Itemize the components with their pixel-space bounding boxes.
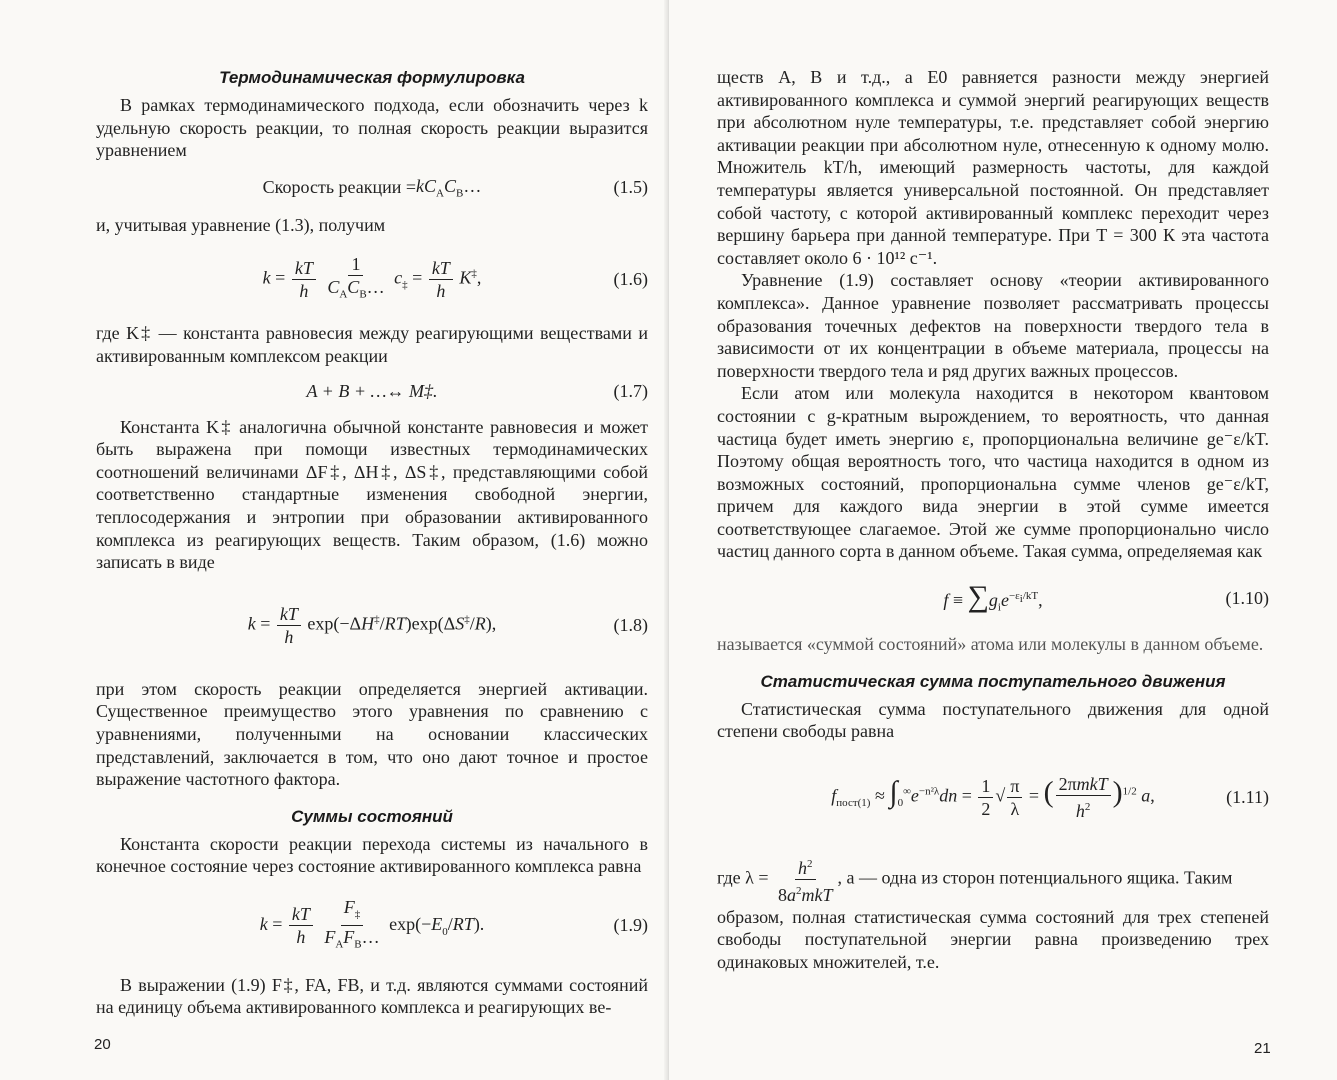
paragraph-r2: Уравнение (1.9) составляет основу «теории активированного комплекса». Данное уравнение позволяет рассматривать процессы образования точечных дефектов на поверхности твердого тела в зависимости от их концентрации в объеме материала, процессы на поверхности твердого тела и ряд других важных процессов.: [717, 270, 1269, 381]
eq-1-6-number: (1.6): [613, 268, 648, 289]
equation-1-11: [717, 743, 1269, 853]
heading-translational-sum: Статистическая сумма поступательного движения: [760, 671, 1226, 691]
paragraph-r6: [717, 853, 1269, 906]
equation-1-8: [96, 574, 648, 678]
eq-1-5-expr: $kC_AC_B\dots$: [416, 175, 482, 200]
eq-1-7-expr: A + B + …↔ M‡.: [306, 381, 438, 402]
paragraph-r3: Если атом или молекула находится в некотором квантовом состоянии с g-кратным вырождением, то вероятность, что данная частица будет иметь энергию ε, пропорциональна величине ge⁻ε/kT. Поэтому общая вероятность того, что частица находится в одном из возможных состояний, пропорциональна сумме членов ge⁻ε/kT, причем для каждого вида энергии в этой сумме имеется соответствующее слагаемое. Этой же сумме пропорционально число частиц данного сорта в данном объеме. Такая сумма, определяемая как: [717, 383, 1269, 562]
eq-1-9-number: (1.9): [613, 915, 648, 936]
eq-1-5-number: (1.5): [613, 177, 648, 198]
page-number-right: 21: [1254, 1040, 1271, 1057]
equation-1-5: [96, 162, 648, 214]
right-page: [669, 0, 1337, 1080]
paragraph-r4: называется «суммой состояний» атома или молекулы в данном объеме.: [717, 634, 1264, 655]
eq-1-9-expr: k = $\frac{kT}{h}$ $\frac{F_\ddagger}{F_AF_B\dots}$ $\exp(-E_0/RT)$.: [259, 896, 485, 951]
left-page: [0, 0, 668, 1080]
lambda-rest: , a — одна из сторон потенциального ящика. Таким: [837, 867, 1233, 888]
eq-1-10-expr: $f \equiv \sum g_ie^{-\varepsilon_i/kT}$,: [943, 580, 1043, 614]
paragraph-1: В рамках термодинамического подхода, если обозначить через k удельную скорость реакции, то полная скорость реакции выразится уравнением: [96, 95, 648, 161]
paragraph-2: и, учитывая уравнение (1.3), получим: [96, 214, 386, 235]
lambda-fraction: $\frac{h^2}{8a^2mkT}$: [775, 853, 836, 906]
eq-1-8-number: (1.8): [613, 615, 648, 636]
paragraph-4: Константа K‡ аналогична обычной константе равновесия и может быть выражена при помощи известных термодинамических соотношений величинами ΔF‡, ΔH‡, ΔS‡, представляющими собой соответственно стандартные изменения свободной энергии, теплосодержания и энтропии при образовании активированного комплекса из реагирующих веществ. Таким образом, (1.6) можно записать в виде: [96, 416, 648, 573]
heading-thermodynamic: Термодинамическая формулировка: [219, 68, 525, 87]
eq-1-11-number: (1.11): [1226, 787, 1269, 808]
eq-1-10-number: (1.10): [1225, 587, 1269, 608]
equation-1-10: [717, 563, 1269, 633]
paragraph-7: В выражении (1.9) F‡, FA, FB, и т.д. являются суммами состояний на единицу объема активированного комплекса и реагирующих ве-: [96, 974, 648, 1018]
paragraph-3: где K‡ — константа равновесия между реагирующими веществами и активированным комплексом реакции: [96, 323, 648, 366]
eq-1-8-expr: k = $\frac{kT}{h}$ exp(−ΔH‡/RT)exp(ΔS‡/R),: [247, 604, 497, 648]
paragraph-r1: ществ A, B и т.д., а E0 равняется разности между энергией активированного комплекса и суммой энергий реагирующих веществ при абсолютном нуле температуры, т.е. представляет собой энергию активации реакции при абсолютном нуле, отнесенную к одному молю. Множитель kT/h, имеющий размерность частоты, для каждой температуры является универсальной постоянной. Он представляет собой частоту, с которой активированный комплекс переходит через вершину барьера при данной температуре. При T = 300 К эта частота составляет около 6 · 10¹² с⁻¹.: [717, 67, 1269, 268]
equation-1-7: [96, 368, 648, 416]
equation-1-9: [96, 878, 648, 974]
eq-1-7-number: (1.7): [613, 381, 648, 402]
paragraph-r5: Статистическая сумма поступательного движения для одной степени свободы равна: [717, 698, 1269, 742]
paragraph-6: Константа скорости реакции перехода системы из начального в конечное состояние через состояние активированного комплекса равна: [96, 833, 648, 877]
lambda-lead: где λ =: [717, 867, 774, 888]
equation-1-6: [96, 236, 648, 322]
paragraph-r7: образом, полная статистическая сумма состояний для трех степеней свободы поступательной энергии равна произведению трех одинаковых множителей, т.е.: [717, 906, 1269, 973]
eq-1-6-expr: k = $\frac{kT}{h}$ $\frac{1}{C_AC_B\dots}$ $c_\ddagger$ = $\frac{kT}{h}$ K‡,: [262, 254, 482, 301]
page-number-left: 20: [94, 1036, 111, 1053]
eq-1-11-expr: $f_{пост(1)} \approx \int_0^\infty e^{-n^2\lambda}dn$ = $\frac{1}{2}$ √ $\frac{\pi}{\lambda}$ = ( $\frac{\text{2πmkT}}{h^2}$ )$^{1/2}$ a,: [831, 774, 1155, 822]
heading-sums-of-states: Суммы состояний: [291, 806, 453, 826]
paragraph-5: при этом скорость реакции определяется энергией активации. Существенное преимущество этого уравнения по сравнению с уравнениями, полученными на основании классических представлений, заключается в том, что оно дают точное и простое выражение частотного фактора.: [96, 678, 648, 790]
eq-1-5-label: Скорость реакции =: [262, 177, 417, 198]
